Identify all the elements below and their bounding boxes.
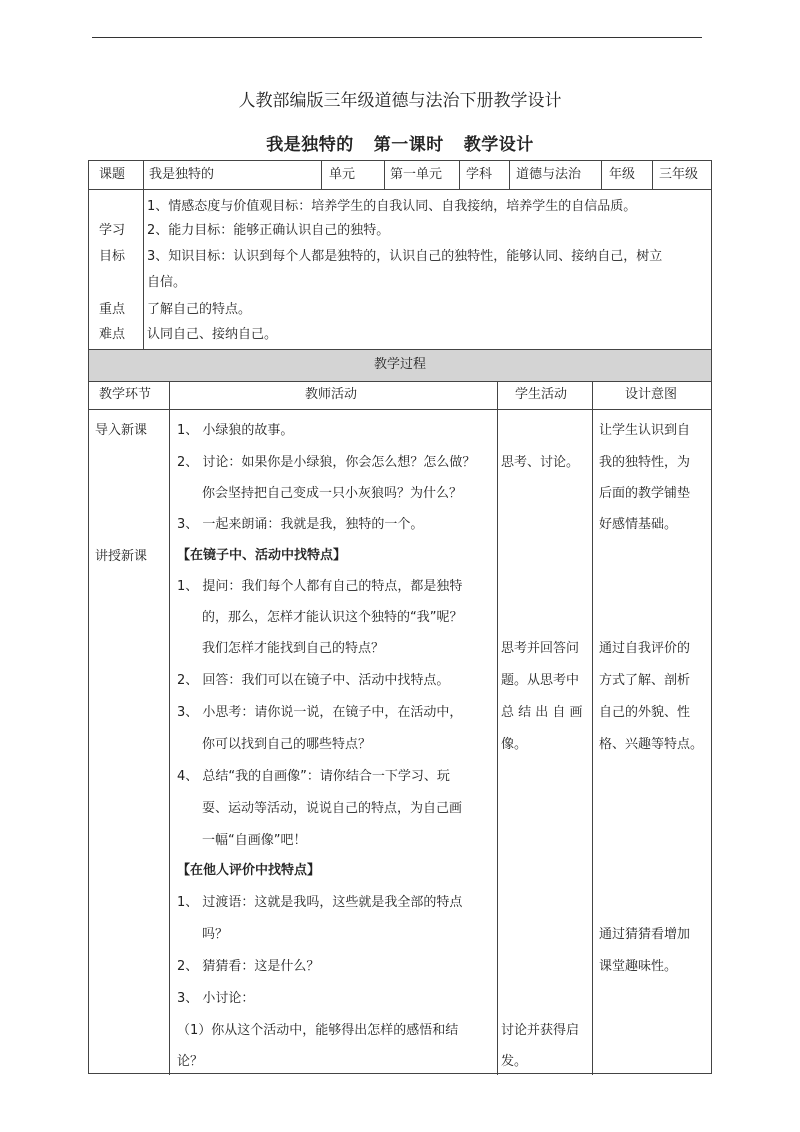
student-line: 思考并回答问 [501,641,580,656]
intent-line: 格、兴趣等特点。 [599,737,704,752]
difficulty-point: 认同自己、接纳自己。 [147,327,278,342]
subtitle-lesson: 第一课时 [373,135,444,155]
teacher-section-heading: 【在他人评价中找特点】 [177,863,321,878]
col-stage: 教学环节 [99,387,152,402]
topic-label: 课题 [99,167,126,182]
teacher-line: 我们怎样才能找到自己的特点？ [202,641,385,656]
teacher-line: 1、 过渡语：这就是我吗，这些就是我全部的特点 [177,895,463,910]
teacher-line: 吗？ [202,927,229,942]
intent-line: 通过自我评价的 [599,641,691,656]
teacher-line: 1、 提问：我们每个人都有自己的特点，都是独特 [177,579,463,594]
student-line: 像。 [501,737,528,752]
teacher-line: 你可以找到自己的哪些特点？ [202,737,372,752]
unit-label: 单元 [329,167,356,182]
grade-value: 三年级 [659,167,699,182]
goal-item: 1、情感态度与价值观目标：培养学生的自我认同、自我接纳，培养学生的自信品质。 [147,199,637,214]
student-line: 发。 [501,1054,528,1069]
topic-value: 我是独特的 [149,167,215,182]
teacher-line: 你会坚持把自己变成一只小灰狼吗？为什么？ [202,486,463,501]
student-line: 题。从思考中 [501,673,580,688]
goal-item: 3、知识目标：认识到每个人都是独特的，认识自己的独特性，能够认同、接纳自己，树立 [147,249,663,264]
document-title: 人教部编版三年级道德与法治下册教学设计 [238,91,562,111]
goals-label-1: 学习 [99,223,126,238]
teacher-line: 耍、运动等活动，说说自己的特点，为自己画 [202,801,463,816]
key-label: 重点 [99,302,126,317]
subtitle-topic: 我是独特的 [266,135,354,155]
teacher-line: 2、 猜猜看：这是什么？ [177,959,320,974]
teacher-line: 3、 小讨论： [177,991,255,1006]
subject-label: 学科 [466,167,493,182]
student-line: 讨论并获得启 [501,1023,580,1038]
col-teacher: 教师活动 [305,387,358,402]
subtitle-design: 教学设计 [463,135,534,155]
stage-intro: 导入新课 [95,423,148,438]
document-subtitle [0,130,800,155]
subject-value: 道德与法治 [516,167,582,182]
stage-teaching: 讲授新课 [95,549,148,564]
intent-line: 我的独特性，为 [599,455,691,470]
teacher-line: 4、 总结“我的自画像”：请你结合一下学习、玩 [177,769,450,784]
intent-line: 通过猜猜看增加 [599,927,691,942]
teacher-line: 3、 一起来朗诵：我就是我，独特的一个。 [177,517,424,532]
grade-label: 年级 [609,167,636,182]
goal-item: 2、能力目标：能够正确认识自己的独特。 [147,223,390,238]
key-point: 了解自己的特点。 [147,302,252,317]
teacher-line: 的，那么，怎样才能认识这个独特的“我”呢？ [202,610,463,625]
goal-item: 自信。 [147,275,187,290]
teacher-line: 一幅“自画像”吧！ [202,833,307,848]
teacher-line: 1、 小绿狼的故事。 [177,423,294,438]
intent-line: 让学生认识到自 [599,423,691,438]
student-line: 总 结 出 自 画 [501,705,583,720]
goals-label-2: 目标 [99,249,126,264]
difficulty-label: 难点 [99,327,126,342]
col-student: 学生活动 [515,387,568,402]
teacher-line: 3、 小思考：请你说一说，在镜子中，在活动中， [177,705,463,720]
lesson-plan-table [88,160,712,1074]
intent-line: 方式了解、剖析 [599,673,691,688]
teacher-line: 2、 回答：我们可以在镜子中、活动中找特点。 [177,673,450,688]
intent-line: 课堂趣味性。 [599,959,678,974]
student-line: 思考、讨论。 [501,455,580,470]
teacher-line: 论？ [177,1054,204,1069]
intent-line: 后面的教学铺垫 [599,486,691,501]
col-intent: 设计意图 [625,387,678,402]
unit-value: 第一单元 [390,167,443,182]
process-header: 教学过程 [373,357,426,372]
teacher-section-heading: 【在镜子中、活动中找特点】 [177,548,347,563]
teacher-line: （1）你从这个活动中，能够得出怎样的感悟和结 [177,1023,459,1038]
intent-line: 自己的外貌、性 [599,705,691,720]
teacher-line: 2、 讨论：如果你是小绿狼，你会怎么想？怎么做？ [177,455,476,470]
header-rule [92,37,702,38]
intent-line: 好感情基础。 [599,517,678,532]
